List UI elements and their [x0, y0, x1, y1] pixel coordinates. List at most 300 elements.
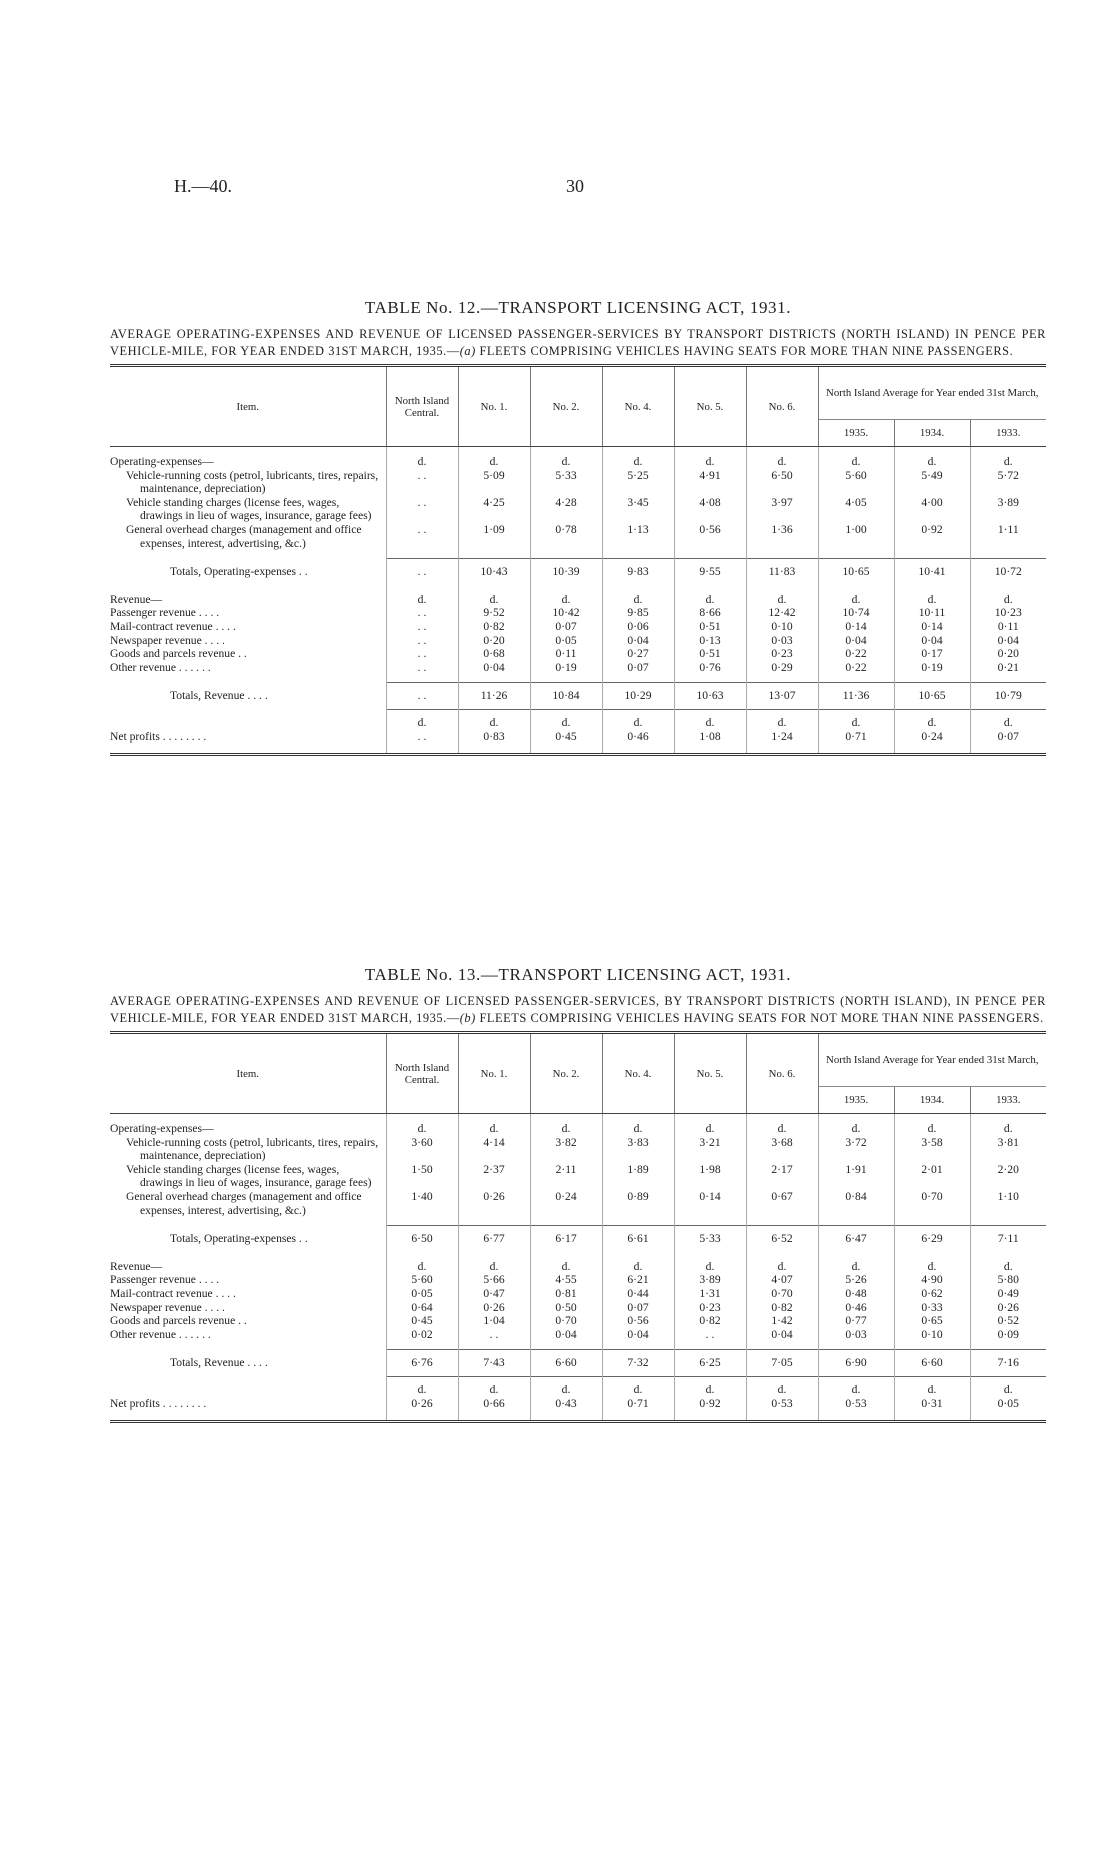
- value-cell: 3·72: [818, 1136, 894, 1163]
- unit-cell: d.: [970, 1376, 1046, 1396]
- value-cell: 0·48: [818, 1287, 894, 1301]
- value-cell: 0·02: [386, 1328, 458, 1342]
- spacer-cell: [386, 1252, 458, 1260]
- data-table: [110, 1031, 1046, 1423]
- unit-cell: d.: [674, 1376, 746, 1396]
- header-average: North Island Average for Year ended 31st March,: [818, 366, 1046, 420]
- value-cell: 5·33: [530, 469, 602, 496]
- value-cell: 4·07: [746, 1273, 818, 1287]
- value-cell: 0·47: [458, 1287, 530, 1301]
- value-cell: 4·90: [894, 1273, 970, 1287]
- unit-cell: d.: [602, 709, 674, 729]
- value-cell: 0·45: [530, 730, 602, 755]
- value-cell: 1·24: [746, 730, 818, 755]
- unit-cell: d.: [970, 709, 1046, 729]
- value-cell: 1·09: [458, 523, 530, 550]
- spacer-cell: [110, 1341, 386, 1350]
- value-cell: 1·10: [970, 1190, 1046, 1217]
- blank-cell: [110, 709, 386, 729]
- unit-cell: d.: [818, 455, 894, 469]
- blank-cell: [110, 1376, 386, 1396]
- table-12-block: [110, 298, 1046, 756]
- header-1935: 1935.: [818, 1087, 894, 1114]
- value-cell: 0·11: [530, 647, 602, 661]
- value-cell: 9·52: [458, 606, 530, 620]
- spacer-cell: [602, 1252, 674, 1260]
- unit-cell: d.: [386, 1376, 458, 1396]
- row-label: Goods and parcels revenue . .: [110, 647, 247, 661]
- value-cell: 0·26: [458, 1301, 530, 1315]
- header-1933: 1933.: [970, 1087, 1046, 1114]
- table-row: [110, 1287, 1046, 1301]
- spacer-cell: [110, 585, 386, 593]
- value-cell: 10·65: [894, 683, 970, 710]
- header-1935: 1935.: [818, 420, 894, 447]
- row-label: Net profits . . . . . . . .: [110, 1396, 207, 1410]
- table-row: [110, 1397, 1046, 1422]
- unit-cell: d.: [674, 709, 746, 729]
- value-cell: 10·11: [894, 606, 970, 620]
- header-central: North Island Central.: [386, 366, 458, 447]
- value-cell: 3·60: [386, 1136, 458, 1163]
- value-cell: 0·22: [818, 647, 894, 661]
- value-cell: 11·36: [818, 683, 894, 710]
- spacer-cell: [674, 1114, 746, 1123]
- spacer-cell: [110, 447, 386, 456]
- value-cell: 0·13: [674, 634, 746, 648]
- unit-cell: d.: [894, 1122, 970, 1136]
- spacer-cell: [530, 1341, 602, 1350]
- spacer-cell: [674, 447, 746, 456]
- header-item: Item.: [110, 1033, 386, 1114]
- spacer-cell: [530, 447, 602, 456]
- page-number: 30: [566, 176, 584, 196]
- unit-cell: d.: [746, 1260, 818, 1274]
- spacer-cell: [386, 550, 458, 559]
- table-row: [110, 1163, 1046, 1190]
- spacer-cell: [818, 674, 894, 683]
- value-cell: 10·79: [970, 683, 1046, 710]
- table-row: [110, 1190, 1046, 1217]
- row-label: Goods and parcels revenue . .: [110, 1314, 247, 1328]
- spacer-cell: [970, 1252, 1046, 1260]
- value-cell: 7·05: [746, 1350, 818, 1377]
- value-cell: 6·52: [746, 1226, 818, 1252]
- value-cell: 0·14: [818, 620, 894, 634]
- value-cell: 5·80: [970, 1273, 1046, 1287]
- unit-cell: d.: [894, 593, 970, 607]
- value-cell: 0·04: [746, 1328, 818, 1342]
- value-cell: 0·92: [894, 523, 970, 550]
- value-cell: 0·10: [746, 620, 818, 634]
- value-cell: 0·19: [530, 661, 602, 675]
- value-cell: 0·10: [894, 1328, 970, 1342]
- unit-cell: d.: [894, 1260, 970, 1274]
- value-cell: 0·04: [458, 661, 530, 675]
- value-cell: 0·89: [602, 1190, 674, 1217]
- unit-cell: d.: [602, 1260, 674, 1274]
- row-label: Vehicle standing charges (license fees, wages, drawings in lieu of wages, insurance, garage fees): [126, 1162, 372, 1190]
- spacer-cell: [458, 550, 530, 559]
- value-cell: 0·51: [674, 620, 746, 634]
- unit-cell: d.: [530, 1376, 602, 1396]
- value-cell: 0·78: [530, 523, 602, 550]
- value-cell: 6·60: [894, 1350, 970, 1377]
- unit-cell: d.: [458, 1376, 530, 1396]
- value-cell: 0·71: [818, 730, 894, 755]
- value-cell: 0·04: [818, 634, 894, 648]
- value-cell: 10·42: [530, 606, 602, 620]
- total-row: [110, 1226, 1046, 1252]
- section-heading-row: [110, 1260, 1046, 1274]
- unit-cell: d.: [386, 1122, 458, 1136]
- value-cell: 0·24: [530, 1190, 602, 1217]
- header-no4: No. 4.: [602, 1033, 674, 1114]
- value-cell: 1·89: [602, 1163, 674, 1190]
- value-cell: 0·70: [530, 1314, 602, 1328]
- unit-cell: d.: [746, 709, 818, 729]
- table-row: [110, 647, 1046, 661]
- value-cell: 11·83: [746, 559, 818, 585]
- value-cell: . .: [386, 730, 458, 755]
- value-cell: 0·05: [386, 1287, 458, 1301]
- table-13-block: [110, 965, 1046, 1423]
- total-row: [110, 683, 1046, 710]
- value-cell: 0·51: [674, 647, 746, 661]
- spacer-cell: [674, 1252, 746, 1260]
- value-cell: 7·11: [970, 1226, 1046, 1252]
- value-cell: 5·26: [818, 1273, 894, 1287]
- unit-cell: d.: [602, 1122, 674, 1136]
- unit-cell: d.: [530, 455, 602, 469]
- spacer-cell: [458, 1114, 530, 1123]
- row-label: Other revenue . . . . . .: [110, 660, 211, 674]
- value-cell: 1·11: [970, 523, 1046, 550]
- spacer-cell: [458, 1217, 530, 1226]
- row-label: Other revenue . . . . . .: [110, 1327, 211, 1341]
- value-cell: 6·25: [674, 1350, 746, 1377]
- value-cell: 0·65: [894, 1314, 970, 1328]
- value-cell: . .: [386, 469, 458, 496]
- spacer-cell: [602, 1217, 674, 1226]
- value-cell: 10·23: [970, 606, 1046, 620]
- value-cell: 10·41: [894, 559, 970, 585]
- value-cell: 2·37: [458, 1163, 530, 1190]
- value-cell: 8·66: [674, 606, 746, 620]
- unit-cell: d.: [674, 593, 746, 607]
- header-central: North Island Central.: [386, 1033, 458, 1114]
- spacer-cell: [530, 1217, 602, 1226]
- spacer-cell: [970, 447, 1046, 456]
- value-cell: 0·26: [970, 1301, 1046, 1315]
- spacer-cell: [386, 585, 458, 593]
- value-cell: 0·82: [746, 1301, 818, 1315]
- value-cell: 0·82: [458, 620, 530, 634]
- total-row: [110, 1350, 1046, 1377]
- spacer-cell: [746, 550, 818, 559]
- value-cell: 7·32: [602, 1350, 674, 1377]
- value-cell: 0·92: [674, 1397, 746, 1422]
- value-cell: 0·03: [746, 634, 818, 648]
- value-cell: 0·04: [530, 1328, 602, 1342]
- header-no1: No. 1.: [458, 366, 530, 447]
- value-cell: 6·17: [530, 1226, 602, 1252]
- unit-cell: d.: [386, 593, 458, 607]
- spacer-cell: [818, 550, 894, 559]
- value-cell: . .: [674, 1328, 746, 1342]
- spacer-cell: [530, 1114, 602, 1123]
- value-cell: 5·66: [458, 1273, 530, 1287]
- spacer-cell: [746, 1252, 818, 1260]
- value-cell: 0·23: [746, 647, 818, 661]
- unit-cell: d.: [970, 593, 1046, 607]
- spacer-cell: [602, 1341, 674, 1350]
- spacer-cell: [110, 1252, 386, 1260]
- value-cell: 0·22: [818, 661, 894, 675]
- table-title: TABLE No. 13.—TRANSPORT LICENSING ACT, 1931.: [364, 965, 792, 984]
- spacer-cell: [970, 585, 1046, 593]
- unit-cell: d.: [458, 709, 530, 729]
- value-cell: 0·17: [894, 647, 970, 661]
- value-cell: 0·05: [530, 634, 602, 648]
- value-cell: . .: [386, 683, 458, 710]
- value-cell: 4·25: [458, 496, 530, 523]
- value-cell: 6·47: [818, 1226, 894, 1252]
- value-cell: 4·55: [530, 1273, 602, 1287]
- value-cell: 4·28: [530, 496, 602, 523]
- row-label: Newspaper revenue . . . .: [110, 633, 225, 647]
- value-cell: 6·77: [458, 1226, 530, 1252]
- spacer-cell: [602, 1114, 674, 1123]
- value-cell: 0·20: [458, 634, 530, 648]
- value-cell: 5·60: [818, 469, 894, 496]
- value-cell: 0·04: [970, 634, 1046, 648]
- spacer-cell: [746, 1217, 818, 1226]
- spacer-cell: [386, 1341, 458, 1350]
- data-table: [110, 364, 1046, 756]
- spacer-cell: [818, 1252, 894, 1260]
- unit-cell: d.: [386, 709, 458, 729]
- total-row: [110, 559, 1046, 585]
- value-cell: 0·77: [818, 1314, 894, 1328]
- value-cell: 2·11: [530, 1163, 602, 1190]
- row-label: Mail-contract revenue . . . .: [110, 619, 236, 633]
- value-cell: 4·14: [458, 1136, 530, 1163]
- value-cell: 6·50: [746, 469, 818, 496]
- value-cell: 10·39: [530, 559, 602, 585]
- spacer-cell: [746, 447, 818, 456]
- row-label: Net profits . . . . . . . .: [110, 729, 207, 743]
- spacer-cell: [110, 1114, 386, 1123]
- spacer-cell: [674, 550, 746, 559]
- value-cell: 0·31: [894, 1397, 970, 1422]
- spacer-row: [110, 447, 1046, 456]
- spacer-row: [110, 1217, 1046, 1226]
- unit-cell: d.: [674, 1122, 746, 1136]
- value-cell: 5·72: [970, 469, 1046, 496]
- value-cell: 11·26: [458, 683, 530, 710]
- value-cell: 0·04: [602, 634, 674, 648]
- spacer-cell: [458, 1341, 530, 1350]
- spacer-cell: [110, 1217, 386, 1226]
- value-cell: 0·46: [602, 730, 674, 755]
- spacer-cell: [894, 585, 970, 593]
- value-cell: 0·26: [386, 1397, 458, 1422]
- table-caption: AVERAGE OPERATING-EXPENSES AND REVENUE OF LICENSED PASSENGER-SERVICES BY TRANSPORT DISTRICTS (NORTH ISLAND) IN PENCE PER VEHICLE-MILE, FOR YEAR ENDED 31ST MARCH, 1935.—(a) FLEETS COMPRISING VEHICLES HAVING SEATS FOR MORE THAN NINE PASSENGERS.: [110, 327, 1046, 358]
- spacer-cell: [530, 550, 602, 559]
- spacer-cell: [674, 585, 746, 593]
- value-cell: 6·50: [386, 1226, 458, 1252]
- unit-cell: d.: [894, 1376, 970, 1396]
- spacer-cell: [818, 447, 894, 456]
- value-cell: 7·43: [458, 1350, 530, 1377]
- value-cell: 0·44: [602, 1287, 674, 1301]
- header-no2: No. 2.: [530, 1033, 602, 1114]
- table-row: [110, 620, 1046, 634]
- value-cell: . .: [386, 634, 458, 648]
- header-1934: 1934.: [894, 420, 970, 447]
- value-cell: 3·68: [746, 1136, 818, 1163]
- spacer-cell: [602, 674, 674, 683]
- unit-cell: d.: [746, 1122, 818, 1136]
- header-item: Item.: [110, 366, 386, 447]
- value-cell: 0·03: [818, 1328, 894, 1342]
- value-cell: 0·83: [458, 730, 530, 755]
- unit-cell: d.: [970, 1260, 1046, 1274]
- value-cell: 0·52: [970, 1314, 1046, 1328]
- value-cell: . .: [386, 523, 458, 550]
- value-cell: 0·66: [458, 1397, 530, 1422]
- spacer-cell: [530, 1252, 602, 1260]
- spacer-row: [110, 1341, 1046, 1350]
- value-cell: 6·60: [530, 1350, 602, 1377]
- value-cell: 0·68: [458, 647, 530, 661]
- value-cell: 1·31: [674, 1287, 746, 1301]
- value-cell: 4·05: [818, 496, 894, 523]
- unit-cell: d.: [602, 455, 674, 469]
- value-cell: 0·05: [970, 1397, 1046, 1422]
- value-cell: 1·98: [674, 1163, 746, 1190]
- header-no5: No. 5.: [674, 1033, 746, 1114]
- value-cell: 3·81: [970, 1136, 1046, 1163]
- section-heading: Revenue—: [110, 592, 163, 606]
- spacer-cell: [674, 1341, 746, 1350]
- table-row: [110, 606, 1046, 620]
- table-row: [110, 634, 1046, 648]
- value-cell: 1·91: [818, 1163, 894, 1190]
- spacer-cell: [602, 447, 674, 456]
- spacer-cell: [458, 447, 530, 456]
- value-cell: 6·29: [894, 1226, 970, 1252]
- row-label: Totals, Revenue . . . .: [170, 1355, 268, 1369]
- table-row: [110, 1301, 1046, 1315]
- spacer-cell: [970, 1217, 1046, 1226]
- value-cell: 1·00: [818, 523, 894, 550]
- section-heading: Revenue—: [110, 1259, 163, 1273]
- value-cell: 4·00: [894, 496, 970, 523]
- header-1933: 1933.: [970, 420, 1046, 447]
- row-label: Mail-contract revenue . . . .: [110, 1286, 236, 1300]
- value-cell: 10·43: [458, 559, 530, 585]
- spacer-row: [110, 674, 1046, 683]
- value-cell: . .: [386, 606, 458, 620]
- value-cell: 0·70: [746, 1287, 818, 1301]
- row-label: Passenger revenue . . . .: [110, 1273, 220, 1287]
- spacer-cell: [894, 550, 970, 559]
- unit-row: [110, 709, 1046, 729]
- header-no4: No. 4.: [602, 366, 674, 447]
- spacer-cell: [970, 550, 1046, 559]
- value-cell: . .: [386, 647, 458, 661]
- unit-cell: d.: [386, 455, 458, 469]
- spacer-cell: [894, 1252, 970, 1260]
- value-cell: 3·45: [602, 496, 674, 523]
- table-row: [110, 1328, 1046, 1342]
- value-cell: . .: [386, 496, 458, 523]
- unit-cell: d.: [970, 1122, 1046, 1136]
- spacer-cell: [386, 1217, 458, 1226]
- spacer-row: [110, 550, 1046, 559]
- value-cell: 0·81: [530, 1287, 602, 1301]
- value-cell: 0·62: [894, 1287, 970, 1301]
- header-no1: No. 1.: [458, 1033, 530, 1114]
- value-cell: 0·14: [894, 620, 970, 634]
- row-label: Totals, Operating-expenses . .: [170, 1231, 308, 1245]
- row-label: Newspaper revenue . . . .: [110, 1300, 225, 1314]
- spacer-cell: [894, 1341, 970, 1350]
- row-label: Vehicle standing charges (license fees, wages, drawings in lieu of wages, insurance, garage fees): [126, 495, 372, 523]
- header-no6: No. 6.: [746, 1033, 818, 1114]
- value-cell: 0·11: [970, 620, 1046, 634]
- header-average: North Island Average for Year ended 31st March,: [818, 1033, 1046, 1087]
- row-label: Totals, Revenue . . . .: [170, 688, 268, 702]
- unit-cell: d.: [674, 455, 746, 469]
- value-cell: 0·49: [970, 1287, 1046, 1301]
- value-cell: 5·09: [458, 469, 530, 496]
- value-cell: 9·85: [602, 606, 674, 620]
- spacer-cell: [894, 1114, 970, 1123]
- unit-cell: d.: [818, 1122, 894, 1136]
- value-cell: 0·46: [818, 1301, 894, 1315]
- value-cell: 0·14: [674, 1190, 746, 1217]
- spacer-cell: [970, 1341, 1046, 1350]
- unit-row: [110, 1376, 1046, 1396]
- value-cell: 0·07: [602, 661, 674, 675]
- spacer-cell: [458, 585, 530, 593]
- spacer-row: [110, 1252, 1046, 1260]
- value-cell: 0·45: [386, 1314, 458, 1328]
- value-cell: 0·84: [818, 1190, 894, 1217]
- value-cell: 3·58: [894, 1136, 970, 1163]
- value-cell: 5·33: [674, 1226, 746, 1252]
- value-cell: . .: [386, 620, 458, 634]
- value-cell: 0·07: [970, 730, 1046, 755]
- unit-cell: d.: [530, 593, 602, 607]
- header-no6: No. 6.: [746, 366, 818, 447]
- value-cell: 0·29: [746, 661, 818, 675]
- row-label: General overhead charges (management and office expenses, interest, advertising, &c.): [126, 522, 362, 550]
- value-cell: 0·07: [530, 620, 602, 634]
- spacer-cell: [818, 1217, 894, 1226]
- value-cell: 6·76: [386, 1350, 458, 1377]
- value-cell: 1·04: [458, 1314, 530, 1328]
- page-header: [0, 176, 1114, 200]
- value-cell: 1·40: [386, 1190, 458, 1217]
- value-cell: 0·19: [894, 661, 970, 675]
- value-cell: 10·84: [530, 683, 602, 710]
- value-cell: 3·21: [674, 1136, 746, 1163]
- table-row: [110, 730, 1046, 755]
